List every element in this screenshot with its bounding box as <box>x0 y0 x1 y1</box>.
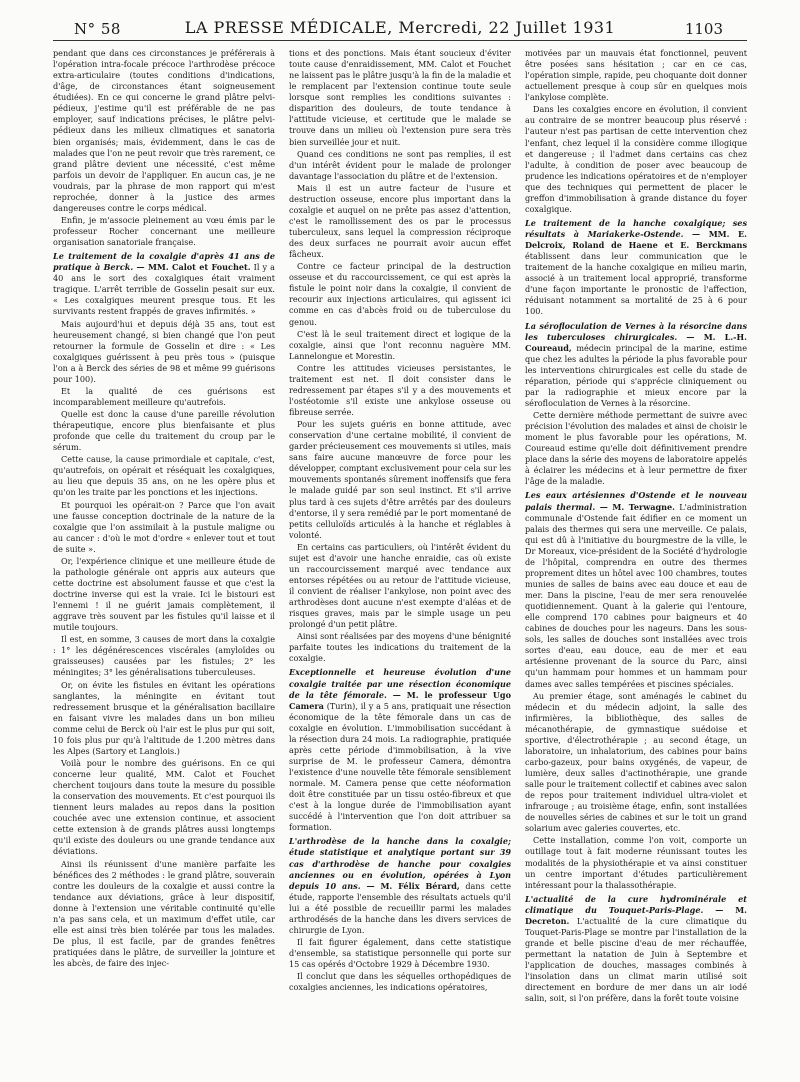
section-text: L'actualité de la cure climatique du Touquet-Paris-Plage se montre par l'installation de la grande et belle piscine d'eau de mer réchauffée, permettant la natation de Juin à Septembre et l'application de douches, massages combinés à l'insolation dans un climat marin utilisé soit directement en bordure de mer dans un air iodé salin, soit, si l'on préfère, dans la forêt toute voisine <box>525 915 747 1004</box>
paragraph: C'est là le seul traitement direct et logique de la coxalgie, ainsi que l'ont reconnu naguère MM. Lannelongue et Morestin. <box>289 328 511 361</box>
section-text: Il y a 40 ans le sort des coxalgiques était vraiment tragique. L'arrêt terrible de Gosselin pesait sur eux. « Les coxalgiques meurent presque tous. Et les survivants restent frappés de graves infirmités. » <box>53 262 275 317</box>
paragraph: Cette cause, la cause primordiale et capitale, c'est, qu'autrefois, on opérait et réséquait les coxalgiques, au lieu que depuis 35 ans, on ne les opère plus et qu'on les traite par les ponctions et les injections. <box>53 454 275 498</box>
section-author: — M. L.-H. Coureaud, <box>525 331 747 353</box>
section-author: — MM. E. Delcroix, Roland de Haene et E. Berckmans <box>525 229 747 251</box>
article-columns <box>53 48 747 1073</box>
section-author: — M. Félix Bérard, <box>360 880 460 891</box>
section-title: La sérofloculation de Vernes à la résorcine dans les tuberculoses chirurgicales. <box>525 320 747 342</box>
paragraph: Au premier étage, sont aménagés le cabinet du médecin et du médecin adjoint, la salle des infirmières, la bibliothèque, des salles de mécanothérapie, de gymnastique suédoise et sportive, d'électrothérapie ; au second étage, un laboratoire, un inhalatorium, des cabines pour bains carbo-gazeux, pour bains oxygénés, de vapeur, de lumière, deux salles d'actinothérapie, une grande salle pour le traitement collectif et cabines avec salon de repos pour traitement individuel ultra-violet et infrarouge ; au troisième étage, enfin, sont installées de nouvelles séries de cabines et sur le toit un grand solarium avec galeries couvertes, etc. <box>525 690 747 834</box>
paragraph: Cette installation, comme l'on voit, comporte un outillage tout à fait moderne réunissant toutes les modalités de la physiothérapie et va ainsi constituer un centre important d'études particulièrement intéressant pour la thalassothérapie. <box>525 835 747 890</box>
column-3 <box>525 48 747 1073</box>
paragraph: Mais aujourd'hui et depuis déjà 35 ans, tout est heureusement changé, si bien changé que l'on peut retourner la formule de Gosselin et dire : « Les coxalgiques guérissent à peu près tous » (puisque l'on a à Berck des séries de 98 et même 99 guérisons pour 100). <box>53 318 275 384</box>
header-rule <box>53 40 747 41</box>
section-decreton <box>525 894 747 1005</box>
section-author: — M. Terwagne. <box>595 501 675 512</box>
paragraph: Contre les attitudes vicieuses persistantes, le traitement est net. Il doit consister dans le redressement par étapes s'il y a des mouvements et l'ostéotomie s'il existe une ankylose osseuse ou fibreuse serrée. <box>289 362 511 417</box>
paragraph: Contre ce facteur principal de la destruction osseuse et du raccourcissement, ce qui est après la fistule le point noir dans la coxalgie, il convient de recourir aux injections articulaires, qui agissent ici comme en cas d'abcès froid ou de tuberculose du genou. <box>289 261 511 327</box>
section-text: médecin principal de la marine, estime que chez les adultes la période la plus favorable pour les interventions chirurgicales est celle du stade de réparation, période qui s'apprécie cliniquement ou par la radiographie et mieux encore par la sérofloculation de Vernes à la résorcine. <box>525 342 747 408</box>
page-header <box>0 0 800 38</box>
paragraph: Pour les sujets guéris en bonne attitude, avec conservation d'une certaine mobilité, il convient de garder précieusement ces mouvements si utiles, mais sans faire aucune manœuvre de force pour les développer, comptant exclusivement pour cela sur les mouvements spontanés sûrement inoffensifs que fera le malade guidé par son seul instinct. Et s'il arrive plus tard à ces sujets d'être arrêtés par des douleurs d'entorse, il y sera remédié par le port momentané de petits celluloïds articulés à la hanche et réglables à volonté. <box>289 419 511 540</box>
paragraph: Quelle est donc la cause d'une pareille révolution thérapeutique, encore plus bienfaisante et plus profonde que celle du traitement du croup par le sérum. <box>53 409 275 453</box>
section-calot-fouchet <box>53 251 275 317</box>
section-author: — M. Decreton. <box>525 904 747 926</box>
paragraph: Ainsi ils réunissent d'une manière parfaite les bénéfices des 2 méthodes : le grand plâtre, souverain contre les douleurs de la coxalgie et aussi contre la tendance aux déviations, grâce à leur dispositif, donne à l'extension une véritable continuité qu'elle n'a pas sans cela, et un maximum d'effet utile, car elle est ainsi très bien tolérée par tous les malades. De plus, il est facile, par de grandes fenêtres pratiquées dans le plâtre, de surveiller la jointure et les abcès, de faire des injec- <box>53 858 275 969</box>
paragraph: Mais il est un autre facteur de l'usure et destruction osseuse, encore plus important dans la coxalgie et auquel on ne prête pas assez d'attention, c'est le ramollissement des os par le processus tuberculeux, sans lequel la compression réciproque des deux surfaces ne pourrait avoir aucun effet fâcheux. <box>289 182 511 260</box>
paragraph: motivées par un mauvais état fonctionnel, peuvent être posées sans hésitation ; car en ce cas, l'opération simple, rapide, peu choquante doit donner actuellement presque à coup sûr en quelques mois l'ankylose complète. <box>525 48 747 103</box>
section-berard <box>289 836 511 936</box>
paragraph: Cette dernière méthode permettant de suivre avec précision l'évolution des malades et ainsi de choisir le moment le plus favorable pour les opérations, M. Coureaud estime qu'elle doit définitivement prendre place dans la série des moyens de laboratoire appelés à éclairer les médecins et à leur permettre de fixer l'âge de la maladie. <box>525 410 747 487</box>
paragraph: Ainsi sont réalisées par des moyens d'une bénignité parfaite toutes les indications du traitement de la coxalgie. <box>289 631 511 664</box>
section-text: établissent dans leur communication que le traitement de la hanche coxalgique en milieu marin, associé à un traitement local approprié, transforme d'une façon importante le pronostic de l'affection, réduisant notamment sa mortalité de 25 à 6 pour 100. <box>525 251 747 317</box>
paragraph: Quand ces conditions ne sont pas remplies, il est d'un intérêt évident pour le malade de prolonger davantage l'association du plâtre et de l'extension. <box>289 148 511 181</box>
section-title: Les eaux artésiennes d'Ostende et le nouveau palais thermal. <box>525 490 747 512</box>
paragraph: Il fait figurer également, dans cette statistique d'ensemble, sa statistique personnelle qui porte sur 15 cas opérés d'Octobre 1929 à Décembre 1930. <box>289 936 511 970</box>
paragraph: Il conclut que dans les séquelles orthopédiques de coxalgies anciennes, les indications opératoires, <box>289 971 511 993</box>
paragraph: Enfin, je m'associe pleinement au vœu émis par le professeur Rocher concernant une meilleure organisation sanatoriale française. <box>53 214 275 248</box>
paragraph: Or, on évite les fistules en évitant les opérations sanglantes, la méningite en évitant tout redressement brusque et la généralisation bacillaire en faisant vivre les malades dans un bon milieu comme celui de Berck où l'air est le plus pur qui soit, 10 fois plus pur qu'à l'altitude de 1.200 mètres dans les Alpes (Sartory et Langlois.) <box>53 679 275 756</box>
section-terwagne <box>525 490 747 689</box>
paragraph: Et la qualité de ces guérisons est incomparablement meilleure qu'autrefois. <box>53 385 275 407</box>
section-title: Le traitement de la coxalgie d'après 41 ans de pratique à Berck. <box>53 251 275 273</box>
section-camera <box>289 667 511 833</box>
section-title: Exceptionnelle et heureuse évolution d'une coxalgie traitée par une résection économique de la tête fémorale. <box>289 667 511 700</box>
paragraph: tions et des ponctions. Mais étant soucieux d'éviter toute cause d'enraidissement, MM. Calot et Fouchet ne laissent pas le plâtre jusqu'à la fin de la maladie et le remplacent par l'extension continue toute seule lorsque sont remplies les conditions suivantes : disparition des douleurs, de toute tendance à l'attitude vicieuse, et certitude que le malade se trouve dans un milieu où l'extension pure sera très bien surveillée jour et nuit. <box>289 48 511 147</box>
paragraph: Et pourquoi les opérait-on ? Parce que l'on avait une fausse conception doctrinale de la nature de la coxalgie que l'on assimilait à la pustule maligne ou au cancer : d'où le mot d'ordre « enlever tout et tout de suite ». <box>53 499 275 554</box>
paragraph: Dans les coxalgies encore en évolution, il convient au contraire de se montrer beaucoup plus réservé : l'auteur n'est pas partisan de cette intervention chez l'enfant, chez lequel il la considère comme illogique et dangereuse ; il l'admet dans certains cas chez l'adulte, à condition de poser avec beaucoup de prudence les indications opératoires et de n'employer que des techniques qui permettent de placer le greffon d'immobilisation à grande distance du foyer coxalgique. <box>525 104 747 214</box>
section-delcroix <box>525 218 747 318</box>
journal-title: LA PRESSE MÉDICALE, Mercredi, 22 Juillet 1931 <box>184 18 616 37</box>
issue-number: N° 58 <box>74 20 121 38</box>
section-title: L'arthrodèse de la hanche dans la coxalgie; étude statistique et analytique portant sur 39 cas d'arthrodèse de hanche pour coxalgies anciennes ou en évolution, opérées à Lyon depuis 10 ans. <box>289 836 511 891</box>
paragraph: Or, l'expérience clinique et une meilleure étude de la pathologie générale ont appris aux auteurs que cette doctrine est absolument fausse et que c'est la doctrine inverse qui est la vraie. Ici le bistouri est l'ennemi ! il ne guérit jamais complètement, il aggrave très souvent par les fistules qu'il laisse et il mutile toujours. <box>53 555 275 633</box>
section-text: L'administration communale d'Ostende fait édifier en ce moment un palais des thermes qui sera une merveille. Ce palais, qui est dû à l'initiative du bourgmestre de la ville, le Dr Moreaux, vice-président de la Société d'hydrologie de l'hôpital, comprendra en outre des thermes proprement dites un hôtel avec 100 chambres, toutes munies de salles de bains avec eau douce et eau de mer. Dans la piscine, l'eau de mer sera renouvelée quotidiennement. Quant à la galerie qui l'entoure, elle comprend 170 cabines pour baigneurs et 40 cabines de douches pour les nageurs. Dans les sous-sols, les salles de douches sont installées avec trois sortes d'eau, eau douce, eau de mer et eau artésienne provenant de la source du Parc, ainsi qu'un hammam pour hommes et un hammam pour dames avec salles tempérées et piscines spéciales. <box>525 501 747 689</box>
section-text: dans cette étude, rapporte l'ensemble des résultats actuels qu'il lui a été possible de recueillir parmi les malades arthrodésés de la hanche dans les divers services de chirurgie de Lyon. <box>289 880 511 935</box>
section-text: (Turin), il y a 5 ans, pratiquait une résection économique de la tête fémorale dans un cas de coxalgie en évolution. L'immobilisation succédant à la résection dura 24 mois. La radiographie, pratiquée après cette période d'immobilisation, à la vive surprise de M. le professeur Camera, démontra l'existence d'une nouvelle tête fémorale sensiblement normale. M. Camera pense que cette néoformation doit être constituée par un tissu ostéo-fibreux et que c'est à la longue durée de l'immobilisation ayant succédé à l'intervention que l'on doit attribuer sa formation. <box>289 700 511 833</box>
paragraph: En certains cas particuliers, où l'intérêt évident du sujet est d'avoir une hanche enraidie, cas où existe un raccourcissement marqué avec tendance aux entorses répétées ou au retour de l'attitude vicieuse, il convient de réaliser l'ankylose, non point avec des arthrodèses dont aucune n'est exempte d'aléas et de risques graves, mais par le simple usage un peu prolongé d'un petit plâtre. <box>289 541 511 630</box>
section-author: — MM. Calot et Fouchet. <box>133 262 251 273</box>
paragraph: Voilà pour le nombre des guérisons. En ce qui concerne leur qualité, MM. Calot et Fouchet cherchent toujours dans toute la mesure du possible la conservation des mouvements. Et c'est pourquoi ils tiennent leurs malades au repos dans la position couchée avec une extension continue, et associent cette extension à de grands plâtres aussi longtemps qu'il existe des douleurs ou une grande tendance aux déviations. <box>53 757 275 857</box>
column-1 <box>53 48 275 1073</box>
section-author: — M. le professeur Ugo Camera <box>289 689 511 711</box>
section-coureaud <box>525 321 747 410</box>
paragraph: Il est, en somme, 3 causes de mort dans la coxalgie : 1° les dégénérescences viscérales (amyloïdes ou graisseuses) causées par les fistules; 2° les méningites; 3° les généralisations tuberculeuses. <box>53 634 275 678</box>
page-number: 1103 <box>684 20 723 38</box>
column-2 <box>289 48 511 1073</box>
section-title: L'actualité de la cure hydrominérale et climatique du Touquet-Paris-Plage. <box>525 893 747 915</box>
paragraph: pendant que dans ces circonstances je préférerais à l'opération intra-focale précoce l'arthrodèse précoce extra-articulaire (toutes conditions d'indications, d'âge, de circonstances étant soigneusement étudiées). En ce qui concerne le grand plâtre pelvi-pédieux, j'estime qu'il est préférable de ne pas employer, sauf indications précises, le plâtre pelvi-pédieux dans les milieux climatiques et sanatoria bien organisés; mais, évidemment, dans le cas de malades que l'on ne peut revoir que très rarement, ce grand plâtre devient une nécessité, c'est même parfois un devoir de l'appliquer. En aucun cas, je ne voudrais, par la phrase de mon rapport qui m'est reprochée, donner à la justice des armes dangereuses contre le corps médical. <box>53 48 275 213</box>
section-title: Le traitement de la hanche coxalgique; ses résultats à Mariakerke-Ostende. <box>525 217 747 239</box>
